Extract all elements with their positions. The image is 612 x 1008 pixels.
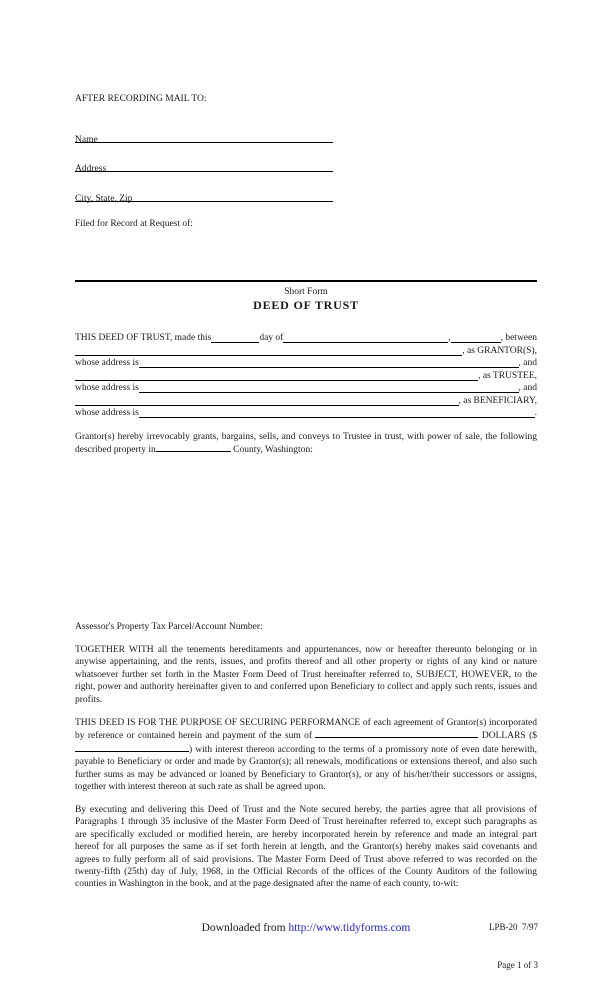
year-blank <box>451 332 501 343</box>
dollar-amount-blank <box>75 743 189 752</box>
intro-text: , and <box>518 383 537 393</box>
intro-text: , <box>448 333 451 343</box>
purpose-text: with interest thereon according to the terms of a promissory note of even date herewith, payable to Beneficiary or order and made by Grantor(s); all renewals, modifications or extensions thereof, and also such further sums as may be advanced or loaned by Beneficiary to Grantor(s), or any of his/her/their successors or assigns, together with interest thereon at such rate as shall be agreed upon. <box>75 744 537 793</box>
address-field-row <box>75 158 333 172</box>
section-divider <box>75 280 537 282</box>
page-number: Page 1 of 3 <box>497 959 538 970</box>
download-credit <box>0 922 612 934</box>
dollars-label: DOLLARS ($ <box>481 731 538 742</box>
form-number: LPB-20 7/97 <box>488 922 538 932</box>
securing-performance-paragraph <box>75 717 537 793</box>
city-state-zip-field-row <box>75 188 333 202</box>
month-blank <box>283 332 451 343</box>
county-blank <box>156 443 231 452</box>
intro-text: , and <box>518 358 537 368</box>
name-field-row <box>75 129 333 143</box>
granting-clause-paragraph <box>75 431 537 457</box>
beneficiary-address-blank <box>139 407 535 418</box>
intro-line-4 <box>75 370 537 383</box>
intro-line-3 <box>75 357 537 370</box>
trustee-name-blank <box>75 370 478 381</box>
after-recording-label: AFTER RECORDING MAIL TO: <box>75 94 207 104</box>
filed-for-record-label: Filed for Record at Request of: <box>75 219 193 229</box>
intro-line-7 <box>75 407 537 420</box>
together-with-paragraph: TOGETHER WITH all the tenements hereditaments and appurtenances, now or hereafter thereunto belonging or in anywise appertaining, and the rents, issues, and profits thereof and all other property or rights of any kind or nature whatsoever further set forth in the Master Form Deed of Trust hereinafter referred to, SUBJECT, HOWEVER, to the right, power and authority hereinafter given to and conferred upon Beneficiary to collect and apply such rents, issues and profits. <box>75 645 537 705</box>
beneficiary-name-blank <box>75 395 459 406</box>
purpose-text: THIS DEED IS FOR THE PURPOSE OF SECURING PERFORMANCE of each agreement of Grantor(s) incorporated by reference or contained herein and payment of the sum of <box>75 718 537 742</box>
form-subtitle: Short Form <box>284 287 328 297</box>
form-title: DEED OF TRUST <box>253 298 359 312</box>
intro-line-6 <box>75 395 537 408</box>
intro-text: , as TRUSTEE, <box>478 370 537 381</box>
intro-text: , as GRANTOR(S), <box>462 345 537 356</box>
intro-line-1 <box>75 332 537 345</box>
close-paren: ) <box>189 744 193 755</box>
download-credit-text: Downloaded from <box>201 922 289 934</box>
intro-text: . <box>534 408 537 418</box>
intro-text: THIS DEED OF TRUST, made this <box>75 333 212 343</box>
intro-text: , as BENEFICIARY, <box>458 395 537 406</box>
footer-form-info <box>489 896 538 996</box>
trustee-address-blank <box>139 382 519 393</box>
city-state-zip-field-label: City, State, Zip <box>75 194 133 204</box>
grantor-name-blank <box>75 345 462 356</box>
intro-line-2 <box>75 345 537 358</box>
grantor-address-blank <box>139 357 519 368</box>
property-description-area <box>75 470 537 610</box>
address-field-label: Address <box>75 164 107 174</box>
intro-text: whose address is <box>75 383 139 393</box>
name-field-label: Name <box>75 135 98 145</box>
assessor-parcel-label: Assessor's Property Tax Parcel/Account Number: <box>75 622 263 632</box>
granting-text: County, Washington: <box>233 445 313 456</box>
sum-blank <box>315 729 478 738</box>
intro-text: whose address is <box>75 358 139 368</box>
intro-text: , between <box>500 333 537 343</box>
granting-text: Grantor(s) hereby irrevocably grants, bargains, sells, and conveys to Trustee in trust, with power of sale, the following described property in <box>75 432 537 456</box>
intro-text: day of <box>259 333 284 343</box>
tidyforms-link[interactable]: http://www.tidyforms.com <box>288 922 411 934</box>
day-blank <box>211 332 259 343</box>
intro-line-5 <box>75 382 537 395</box>
incorporation-paragraph: By executing and delivering this Deed of Trust and the Note secured hereby, the parties agree that all provisions of Paragraphs 1 through 35 inclusive of the Master Form Deed of Trust hereinafter referred to, except such paragraphs as are specifically excluded or modified herein, are hereby incorporated herein by reference and made an integral part hereof for all purposes the same as if set forth herein at length, and the Grantor(s) hereby makes said covenants and agrees to fully perform all of said provisions. The Master Form Deed of Trust above referred to was recorded on the twenty-fifth (25th) day of July, 1968, in the Official Records of the offices of the County Auditors of the following counties in Washington in the book, and at the page designated after the name of each county, to-wit: <box>75 805 537 890</box>
deed-intro-paragraph <box>75 332 537 420</box>
intro-text: whose address is <box>75 408 139 418</box>
